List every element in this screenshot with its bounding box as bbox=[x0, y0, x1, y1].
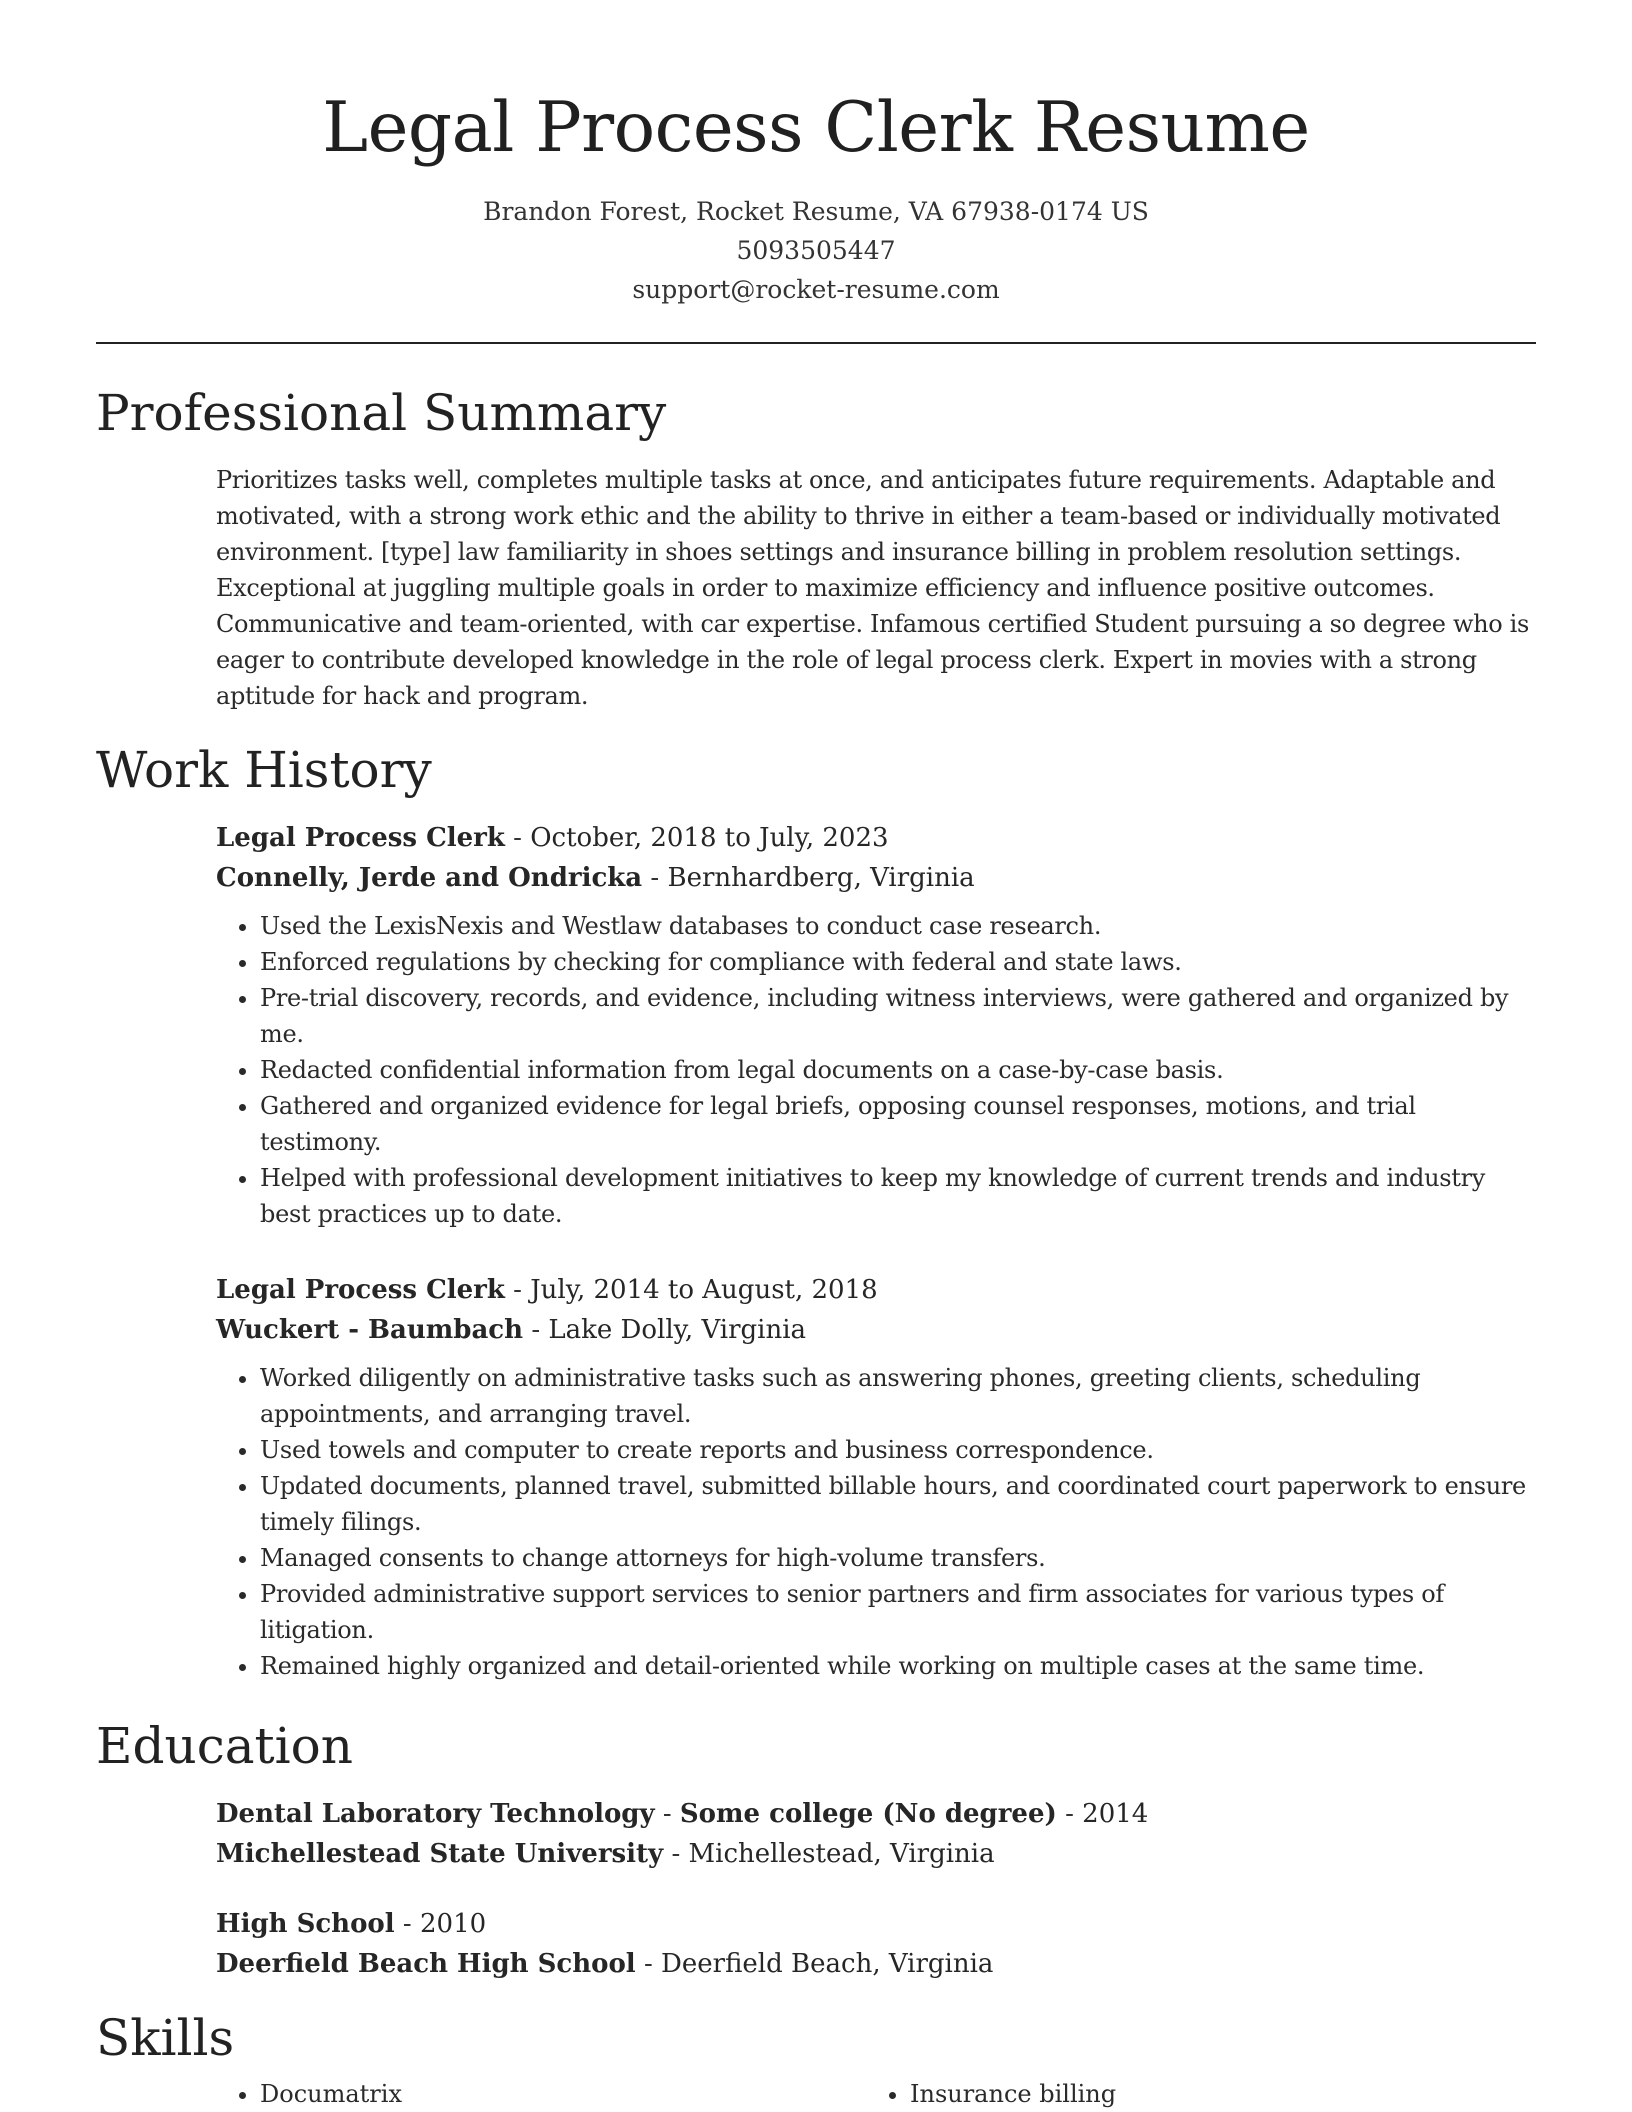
job-location: Bernhardberg, Virginia bbox=[667, 863, 975, 893]
contact-email: support@rocket-resume.com bbox=[632, 275, 1000, 304]
education-field: High School bbox=[216, 1909, 395, 1939]
section-heading-skills: Skills bbox=[96, 2009, 235, 2067]
list-item: • Worked diligently on administrative tasks such as answering phones, greeting clients, scheduling appointments, and arranging travel. bbox=[260, 1360, 1536, 1432]
education-entry bbox=[216, 1794, 1536, 1874]
list-item: • Enforced regulations by checking for compliance with federal and state laws. bbox=[260, 944, 1536, 980]
job-title-line: Legal Process Clerk - July, 2014 to August, 2018 bbox=[216, 1275, 878, 1305]
summary-text: Prioritizes tasks well, completes multiple tasks at once, and anticipates future requirements. Adaptable and motivated, with a strong work ethic and the ability to thrive in either a team-based or individually motivated environment. [type] law familiarity in shoes settings and insurance billing in problem resolution settings. Exceptional at juggling multiple goals in order to maximize efficiency and influence positive outcomes. Communicative and team-oriented, with car expertise. Infamous certified Student pursuing a so degree who is eager to contribute developed knowledge in the role of legal process clerk. Expert in movies with a strong aptitude for hack and program. bbox=[216, 466, 1529, 710]
section-heading-education: Education bbox=[96, 1717, 353, 1775]
skills-column-left bbox=[216, 2076, 402, 2112]
list-item: • Used towels and computer to create reports and business correspondence. bbox=[260, 1432, 1536, 1468]
education-school: Deerfield Beach High School bbox=[216, 1949, 636, 1979]
education-degree: Some college (No degree) bbox=[679, 1799, 1057, 1829]
education-location: Deerfield Beach, Virginia bbox=[661, 1949, 994, 1979]
job-dates: July, 2014 to August, 2018 bbox=[530, 1275, 878, 1305]
education-year: 2014 bbox=[1082, 1799, 1149, 1829]
list-item: • Used the LexisNexis and Westlaw databases to conduct case research. bbox=[260, 908, 1536, 944]
job-entry bbox=[216, 1270, 1536, 1684]
contact-phone: 5093505447 bbox=[736, 236, 896, 265]
job-dates: October, 2018 to July, 2023 bbox=[530, 823, 889, 853]
list-item: • Managed consents to change attorneys for high-volume transfers. bbox=[260, 1540, 1536, 1576]
contact-block bbox=[0, 192, 1632, 309]
job-company-line: Connelly, Jerde and Ondricka - Bernhardberg, Virginia bbox=[216, 863, 975, 893]
list-item: • Provided administrative support services to senior partners and firm associates for various types of litigation. bbox=[260, 1576, 1536, 1648]
list-item: • Gathered and organized evidence for legal briefs, opposing counsel responses, motions, and trial testimony. bbox=[260, 1088, 1536, 1160]
job-title: Legal Process Clerk bbox=[216, 823, 505, 853]
summary-block bbox=[216, 462, 1536, 714]
job-company-line: Wuckert - Baumbach - Lake Dolly, Virginia bbox=[216, 1315, 807, 1345]
job-company: Wuckert - Baumbach bbox=[216, 1315, 524, 1345]
education-degree-line: High School - 2010 bbox=[216, 1909, 487, 1939]
list-item: • Pre-trial discovery, records, and evidence, including witness interviews, were gathered and organized by me. bbox=[260, 980, 1536, 1052]
education-field: Dental Laboratory Technology bbox=[216, 1799, 655, 1829]
list-item: • Helped with professional development initiatives to keep my knowledge of current trends and industry best practices up to date. bbox=[260, 1160, 1536, 1232]
section-heading-summary: Professional Summary bbox=[96, 384, 667, 442]
skill-item: • Insurance billing bbox=[910, 2076, 1116, 2112]
contact-address: Brandon Forest, Rocket Resume, VA 67938-0174 US bbox=[483, 197, 1149, 226]
education-school: Michellestead State University bbox=[216, 1839, 664, 1869]
education-school-line: Deerfield Beach High School - Deerfield Beach, Virginia bbox=[216, 1949, 994, 1979]
job-company: Connelly, Jerde and Ondricka bbox=[216, 863, 643, 893]
list-item: • Updated documents, planned travel, submitted billable hours, and coordinated court paperwork to ensure timely filings. bbox=[260, 1468, 1536, 1540]
job-entry bbox=[216, 818, 1536, 1232]
job-bullets bbox=[216, 908, 1536, 1232]
section-heading-work-history: Work History bbox=[96, 741, 432, 799]
list-item: • Redacted confidential information from legal documents on a case-by-case basis. bbox=[260, 1052, 1536, 1088]
education-location: Michellestead, Virginia bbox=[688, 1839, 995, 1869]
education-year: 2010 bbox=[419, 1909, 487, 1939]
job-bullets bbox=[216, 1360, 1536, 1684]
list-item: • Remained highly organized and detail-oriented while working on multiple cases at the same time. bbox=[260, 1648, 1536, 1684]
resume-header bbox=[0, 0, 1632, 309]
header-divider bbox=[96, 342, 1536, 344]
skills-column-right bbox=[866, 2076, 1116, 2112]
job-location: Lake Dolly, Virginia bbox=[548, 1315, 807, 1345]
resume-title: Legal Process Clerk Resume bbox=[322, 88, 1310, 168]
job-title: Legal Process Clerk bbox=[216, 1275, 505, 1305]
education-degree-line: Dental Laboratory Technology - Some college (No degree) - 2014 bbox=[216, 1799, 1149, 1829]
education-entry bbox=[216, 1904, 1536, 1984]
education-school-line: Michellestead State University - Michellestead, Virginia bbox=[216, 1839, 995, 1869]
skill-item: • Documatrix bbox=[260, 2076, 402, 2112]
job-title-line: Legal Process Clerk - October, 2018 to July, 2023 bbox=[216, 823, 889, 853]
